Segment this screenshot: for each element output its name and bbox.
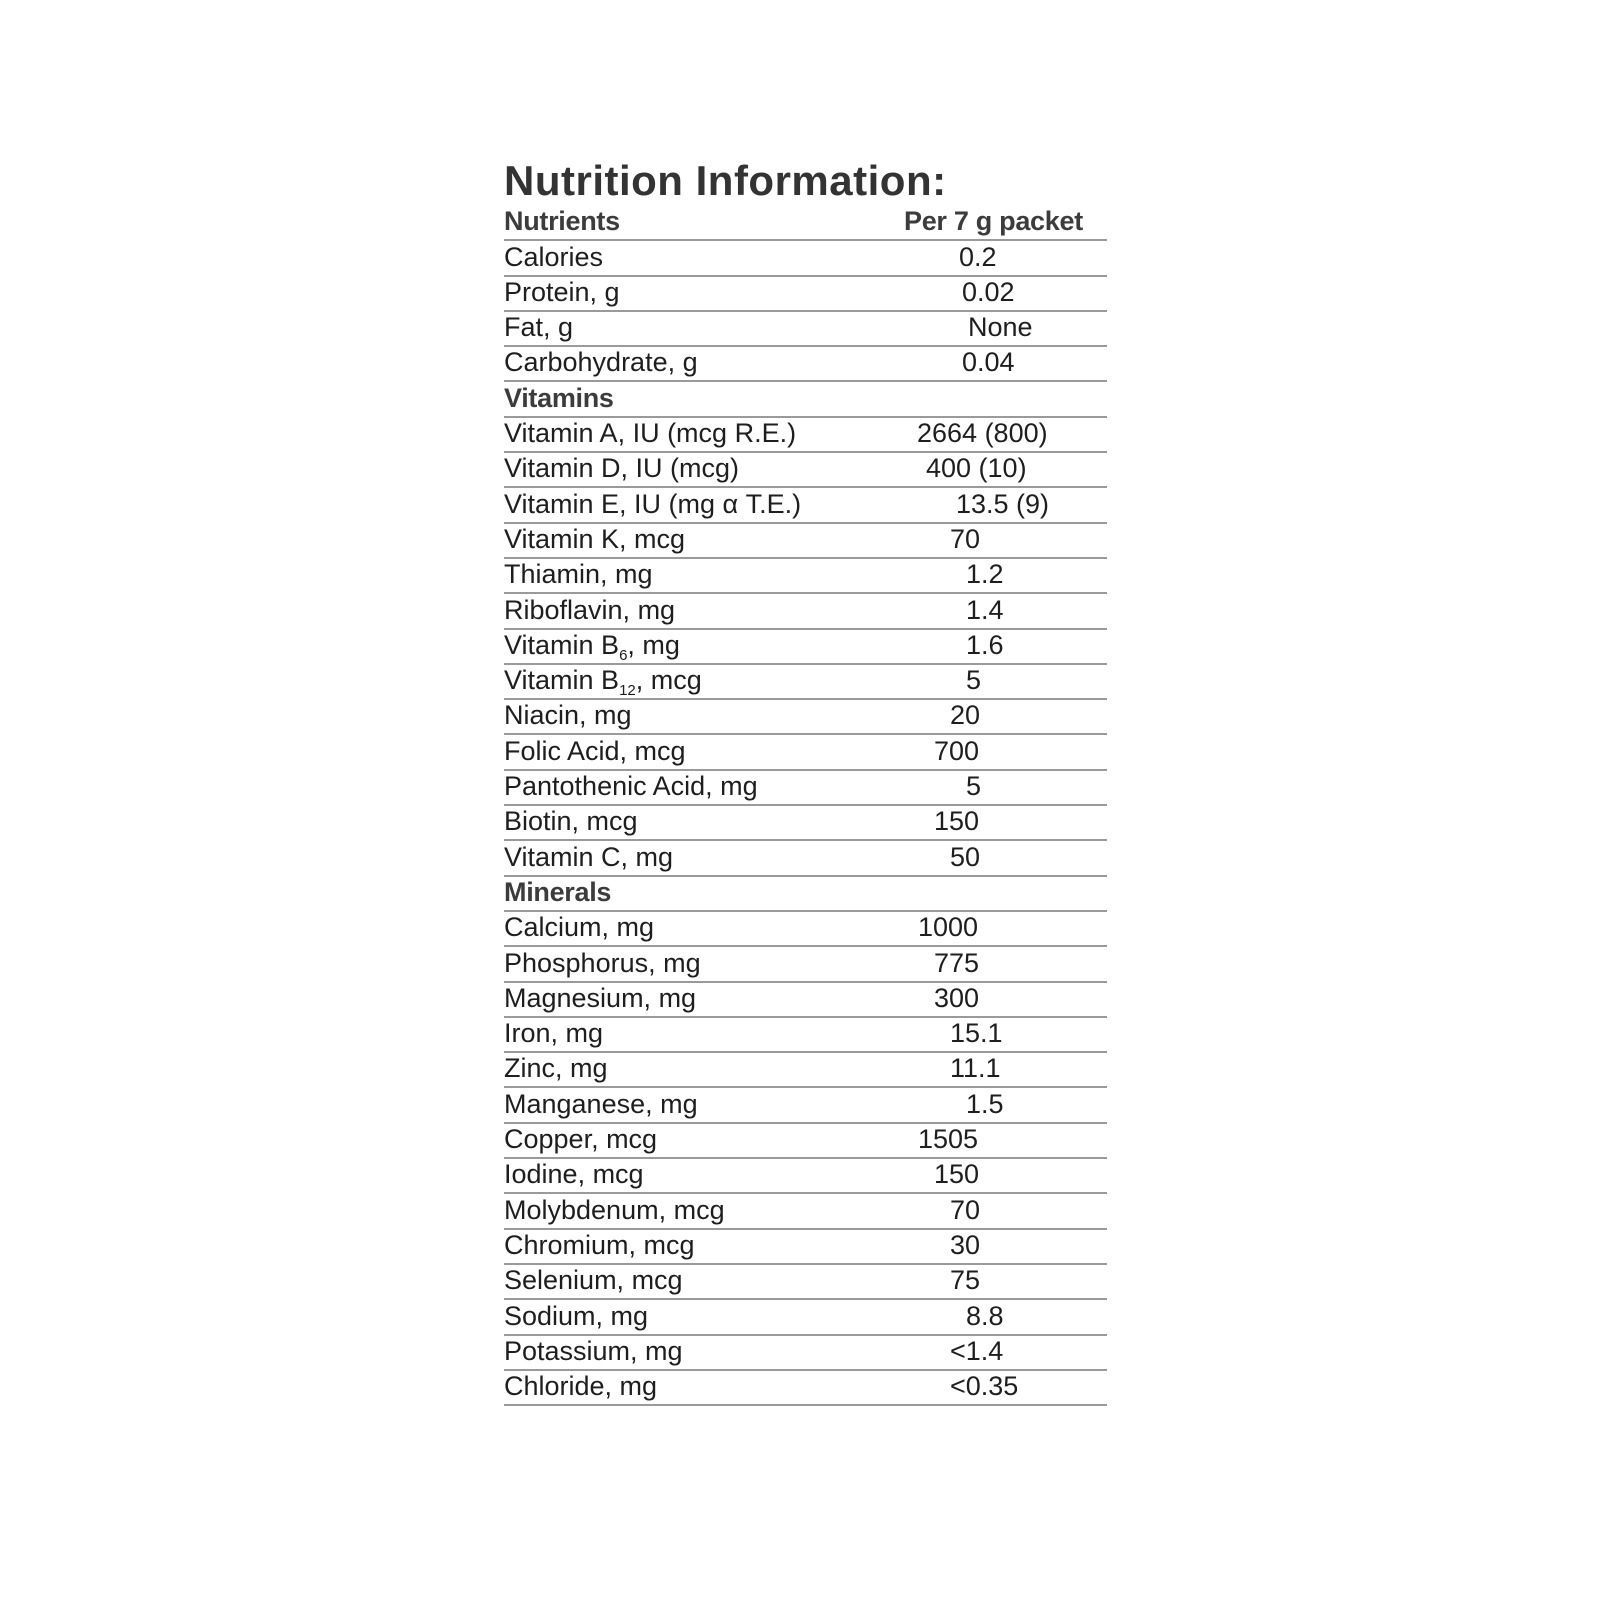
table-row: [504, 912, 1107, 947]
nutrient-label: Vitamin A, IU (mcg R.E.): [504, 418, 797, 449]
table-row: [504, 983, 1107, 1018]
table-row: [504, 1159, 1107, 1194]
nutrition-panel: [504, 156, 1107, 1406]
nutrient-value: 13.5 (9): [956, 488, 1050, 519]
table-row: [504, 241, 1107, 276]
nutrition-table-body: [504, 241, 1107, 1406]
nutrient-label: Carbohydrate, g: [504, 347, 698, 378]
section-header-row: [504, 382, 1107, 417]
table-row: [504, 559, 1107, 594]
table-row: [504, 806, 1107, 841]
table-row: [504, 630, 1107, 665]
table-row: [504, 524, 1107, 559]
nutrient-value: 0.04: [962, 347, 1015, 378]
nutrient-value: 70: [950, 523, 981, 554]
table-row: [504, 594, 1107, 629]
table-row: [504, 488, 1107, 523]
nutrient-value: 150: [934, 1159, 980, 1190]
nutrient-label-main: Vitamin B: [504, 629, 620, 660]
nutrient-value: 775: [934, 947, 980, 978]
nutrient-label: Thiamin, mg: [504, 559, 653, 590]
nutrient-label: Vitamin E, IU (mg α T.E.): [504, 488, 802, 519]
nutrient-value: 2664 (800): [917, 418, 1048, 449]
table-row: [504, 841, 1107, 876]
nutrient-value: 700: [934, 735, 980, 766]
nutrient-label: Fat, g: [504, 312, 574, 343]
table-row: [504, 277, 1107, 312]
nutrient-value: 1.2: [966, 559, 1004, 590]
nutrient-value: 30: [950, 1229, 981, 1260]
table-row: [504, 418, 1107, 453]
nutrient-label: Potassium, mg: [504, 1335, 683, 1366]
table-row: [504, 665, 1107, 700]
nutrient-value: 1.5: [966, 1088, 1004, 1119]
nutrient-label-subscript: 12: [619, 682, 636, 700]
nutrient-label: Copper, mcg: [504, 1124, 658, 1155]
nutrient-value: <0.35: [950, 1371, 1019, 1402]
nutrient-label: Biotin, mcg: [504, 806, 638, 837]
nutrient-label: Zinc, mg: [504, 1053, 608, 1084]
nutrient-value: 5: [966, 665, 982, 696]
nutrient-value: 5: [966, 771, 982, 802]
nutrient-label: Selenium, mcg: [504, 1265, 683, 1296]
table-row: [504, 700, 1107, 735]
nutrient-label: Vitamin K, mcg: [504, 523, 686, 554]
nutrient-label: Folic Acid, mcg: [504, 735, 686, 766]
nutrient-value: 150: [934, 806, 980, 837]
nutrient-label: Manganese, mg: [504, 1088, 698, 1119]
nutrient-label: Molybdenum, mcg: [504, 1194, 725, 1225]
table-row: [504, 947, 1107, 982]
nutrient-value: 70: [950, 1194, 981, 1225]
table-row: [504, 735, 1107, 770]
nutrient-label: [504, 664, 702, 700]
nutrient-value: <1.4: [950, 1335, 1004, 1366]
nutrient-value: 1505: [918, 1124, 979, 1155]
nutrient-label: Protein, g: [504, 276, 620, 307]
nutrient-label-unit: , mcg: [635, 665, 702, 696]
column-header-nutrients: Nutrients: [504, 206, 620, 237]
nutrient-label: Chromium, mcg: [504, 1229, 695, 1260]
nutrient-value: 300: [934, 982, 980, 1013]
table-row: [504, 771, 1107, 806]
table-row: [504, 1018, 1107, 1053]
nutrient-value: 11.1: [950, 1053, 1001, 1084]
nutrient-label-subscript: 6: [619, 646, 628, 664]
table-row: [504, 312, 1107, 347]
nutrient-value: 0.2: [959, 241, 997, 272]
table-row: [504, 1053, 1107, 1088]
nutrient-label: Magnesium, mg: [504, 982, 697, 1013]
nutrient-label: Pantothenic Acid, mg: [504, 771, 758, 802]
nutrient-label-unit: , mg: [627, 629, 680, 660]
nutrient-label: Vitamin C, mg: [504, 841, 674, 872]
nutrient-value: 20: [950, 700, 981, 731]
table-row: [504, 1088, 1107, 1123]
nutrient-value: 1.6: [966, 629, 1004, 660]
table-row: [504, 1124, 1107, 1159]
nutrient-value: 8.8: [966, 1300, 1004, 1331]
section-title: Vitamins: [504, 382, 614, 413]
nutrient-value: 50: [950, 841, 981, 872]
table-row: [504, 1336, 1107, 1371]
nutrient-value: 75: [950, 1265, 981, 1296]
nutrient-value: 1.4: [966, 594, 1004, 625]
nutrient-value: 15.1: [950, 1018, 1003, 1049]
nutrient-label: Calcium, mg: [504, 912, 655, 943]
nutrient-label: Riboflavin, mg: [504, 594, 676, 625]
nutrient-label: [504, 629, 680, 664]
nutrient-label: Calories: [504, 241, 604, 272]
table-row: [504, 1230, 1107, 1265]
nutrient-value: 400 (10): [926, 453, 1027, 484]
nutrient-label: Sodium, mg: [504, 1300, 649, 1331]
table-row: [504, 1265, 1107, 1300]
page-title: Nutrition Information:: [504, 157, 947, 204]
column-header-per-packet: Per 7 g packet: [904, 206, 1083, 237]
nutrient-label: Iodine, mcg: [504, 1159, 644, 1190]
table-row: [504, 1300, 1107, 1335]
table-header-row: [504, 206, 1107, 241]
nutrient-label: Niacin, mg: [504, 700, 632, 731]
table-row: [504, 453, 1107, 488]
table-row: [504, 1194, 1107, 1229]
table-row: [504, 1371, 1107, 1406]
nutrient-label: Chloride, mg: [504, 1371, 658, 1402]
section-header-row: [504, 877, 1107, 912]
nutrient-label: Iron, mg: [504, 1018, 604, 1049]
nutrient-label: Vitamin D, IU (mcg): [504, 453, 740, 484]
table-row: [504, 347, 1107, 382]
section-title: Minerals: [504, 876, 612, 907]
nutrient-value: 1000: [918, 912, 979, 943]
nutrient-value: None: [968, 312, 1033, 343]
nutrient-value: 0.02: [962, 276, 1015, 307]
nutrient-label-main: Vitamin B: [504, 665, 620, 696]
nutrient-label: Phosphorus, mg: [504, 947, 701, 978]
